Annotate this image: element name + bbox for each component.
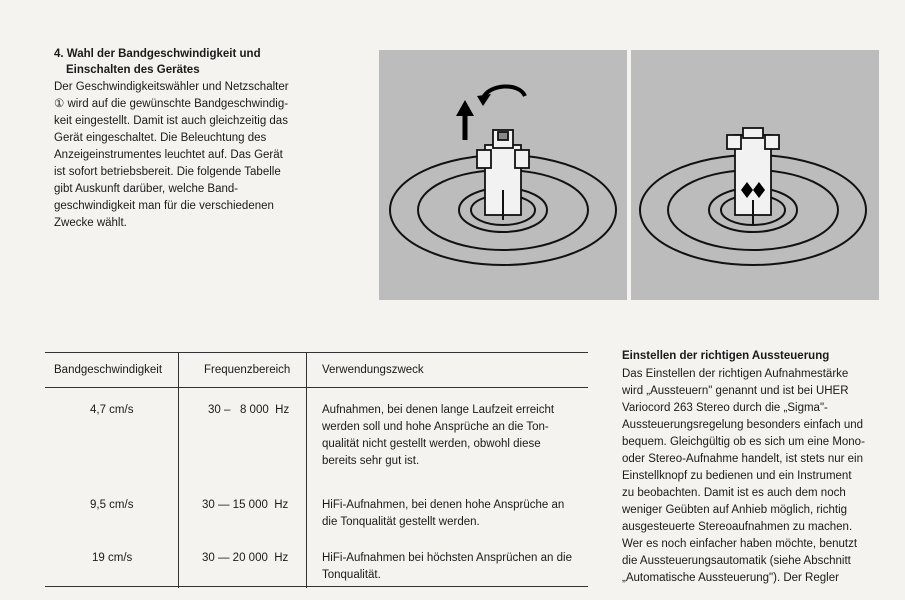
- purpose-line: qualität nicht gestellt werden, obwohl diese: [322, 438, 541, 450]
- table-top-rule: [45, 352, 588, 353]
- side-line: bequem. Gleichgültig ob es sich um eine Mono-: [622, 436, 865, 448]
- side-line: oder Stereo-Aufnahme handelt, ist stets nur ein: [622, 453, 864, 465]
- body-line: Zwecke wählt.: [54, 217, 127, 229]
- body-line: ist sofort betriebsbereit. Die folgende Tabelle: [54, 166, 281, 178]
- side-line: „Automatische Aussteuerung"). Der Regler: [622, 572, 839, 584]
- knob-cap: [743, 128, 763, 138]
- side-line: zu beobachten. Damit ist es auch dem noch: [622, 487, 846, 499]
- purpose-line: HiFi-Aufnahmen, bei denen hohe Ansprüche an: [322, 499, 565, 511]
- side-line: Einstellknopf zu bedienen und ein Instrument: [622, 470, 852, 482]
- side-line: die Aussteuerungsautomatik (siehe Abschnitt: [622, 555, 851, 567]
- knob-pull-illustration: [379, 50, 627, 300]
- body-line: Gerät eingeschaltet. Die Beleuchtung des: [54, 132, 267, 144]
- purpose-line: die Tonqualität gestellt werden.: [322, 516, 480, 528]
- table-col-divider: [306, 352, 307, 588]
- side-section-body: [622, 366, 892, 587]
- knob-cap-slot: [498, 132, 508, 140]
- purpose-line: Aufnahmen, bei denen lange Laufzeit erreicht: [322, 404, 555, 416]
- knob-pushed-illustration: [631, 50, 879, 300]
- body-line: ① wird auf die gewünschte Bandgeschwindig-: [54, 98, 289, 110]
- purpose-line: werden soll und hohe Ansprüche an die Ton-: [322, 421, 549, 433]
- side-line: Wer es noch einfacher haben möchte, benutzt: [622, 538, 858, 550]
- row-purpose: [322, 402, 554, 470]
- section-title: [54, 46, 261, 78]
- body-line: keit eingestellt. Damit ist auch gleichzeitig das: [54, 115, 288, 127]
- side-line: Das Einstellen der richtigen Aufnahmestärke: [622, 368, 849, 380]
- side-line: weniger Geübten auf Anhieb möglich, richtig: [622, 504, 848, 516]
- col-header-frequency: Frequenzbereich: [204, 364, 291, 376]
- section-body: [54, 79, 319, 232]
- body-line: geschwindigkeit man für die verschiedenen: [54, 200, 274, 212]
- col-header-speed: Bandgeschwindigkeit: [54, 364, 163, 376]
- knob-pushed-drawing: [631, 50, 879, 300]
- col-header-purpose: Verwendungszweck: [322, 364, 424, 376]
- side-line: Variocord 263 Stereo durch die „Sigma"-: [622, 402, 828, 414]
- purpose-line: HiFi-Aufnahmen bei höchsten Ansprüchen an die: [322, 552, 572, 564]
- table-col-divider: [178, 352, 179, 588]
- side-line: ausgesteuerte Stereoaufnahmen zu machen.: [622, 521, 853, 533]
- rotate-arrow-icon: [477, 86, 525, 106]
- row-frequency: 30 — 15 000 Hz: [202, 499, 289, 511]
- knob-wing-left: [477, 150, 491, 168]
- side-section-title: Einstellen der richtigen Aussteuerung: [622, 350, 830, 362]
- body-line: Anzeigeinstrumentes leuchtet auf. Das Gerät: [54, 149, 283, 161]
- table-header-rule: [45, 387, 588, 388]
- body-line: Der Geschwindigkeitswähler und Netzschalter: [54, 81, 289, 93]
- knob-pull-drawing: [379, 50, 627, 300]
- row-speed: 19 cm/s: [92, 552, 133, 564]
- row-purpose: [322, 550, 572, 584]
- body-line: gibt Auskunft darüber, welche Band-: [54, 183, 239, 195]
- row-purpose: [322, 497, 564, 531]
- knob-wing-right: [765, 135, 779, 149]
- knob-wing-left: [727, 135, 741, 149]
- arrow-up-icon: [456, 100, 474, 140]
- row-frequency: 30 – 8 000 Hz: [208, 404, 290, 416]
- side-line: Aussteuerungsregelung besonders einfach und: [622, 419, 864, 431]
- section-title-line: 4. Wahl der Bandgeschwindigkeit und: [54, 48, 261, 60]
- purpose-line: bereits sehr gut ist.: [322, 455, 420, 467]
- section-title-line: Einschalten des Gerätes: [66, 64, 200, 76]
- knob-wing-right: [515, 150, 529, 168]
- row-speed: 9,5 cm/s: [90, 499, 134, 511]
- row-speed: 4,7 cm/s: [90, 404, 134, 416]
- row-frequency: 30 — 20 000 Hz: [202, 552, 289, 564]
- purpose-line: Tonqualität.: [322, 569, 381, 581]
- side-line: wird „Aussteuern" genannt und ist bei UHER: [622, 385, 849, 397]
- table-bottom-rule: [45, 586, 588, 587]
